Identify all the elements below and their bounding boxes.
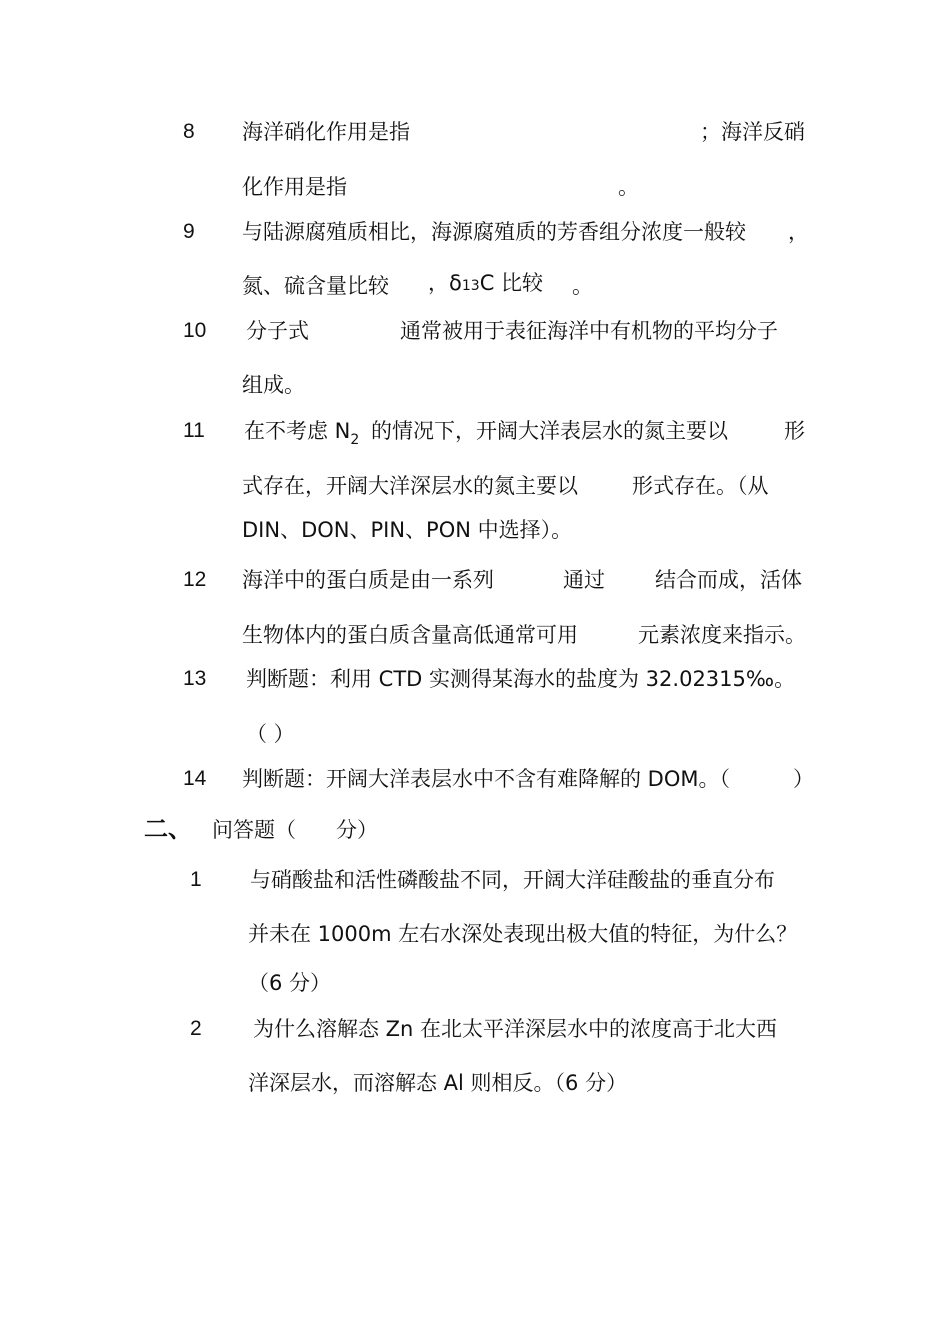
section-title: 问答题（: [212, 818, 296, 842]
question-text: 海洋硝化作用是指: [242, 120, 410, 144]
question-text: 式存在，开阔大洋深层水的氮主要以: [242, 474, 578, 498]
question-text: 通常被用于表征海洋中有机物的平均分子: [400, 319, 778, 343]
answer-bracket-close: ）: [793, 767, 814, 791]
isotope-number: 13: [461, 278, 480, 294]
question-text: ，: [788, 220, 809, 244]
question-text: 生物体内的蛋白质含量高低通常可用: [242, 623, 578, 647]
question-number: 11: [183, 419, 205, 442]
question-text: 组成。: [242, 373, 305, 397]
question-number: 13: [183, 667, 207, 690]
question-text: 。: [572, 274, 593, 298]
question-text: 。: [618, 175, 639, 199]
question-text: 为什么溶解态 Zn 在北太平洋深层水中的浓度高于北大西: [253, 1017, 778, 1041]
question-text: 与陆源腐殖质相比，海源腐殖质的芳香组分浓度一般较: [242, 220, 746, 244]
question-number: 8: [183, 120, 195, 143]
question-number: 9: [183, 220, 195, 243]
delta-symbol: ，δ: [428, 271, 462, 295]
question-text: 的情况下，开阔大洋表层水的氮主要以: [371, 419, 728, 443]
section-numeral: 二、: [144, 815, 192, 843]
question-number: 14: [183, 767, 207, 790]
question-number: 1: [190, 868, 202, 891]
question-number: 2: [190, 1017, 202, 1040]
question-text: 洋深层水，而溶解态 Al 则相反。（6 分）: [248, 1071, 628, 1095]
question-text: 判断题：开阔大洋表层水中不含有难降解的 DOM。（: [242, 767, 730, 791]
section-title-end: 分）: [336, 818, 378, 842]
question-points: （6 分）: [248, 971, 332, 995]
question-number: 10: [183, 319, 207, 342]
question-text: 判断题：利用 CTD 实测得某海水的盐度为 32.02315‰。: [246, 667, 796, 691]
delta-13c-label: [428, 268, 543, 301]
question-text: DIN、DON、PIN、PON 中选择）。: [242, 518, 573, 542]
question-text: 形式存在。（从: [632, 474, 769, 498]
answer-bracket: （ ）: [246, 722, 295, 746]
question-text: 并未在 1000m 左右水深处表现出极大值的特征，为什么？: [248, 922, 798, 946]
question-text-part: 在不考虑 N: [244, 419, 351, 443]
question-text: [244, 416, 359, 455]
question-text: 化作用是指: [242, 175, 347, 199]
question-text: 分子式: [246, 319, 309, 343]
subscript: 2: [350, 432, 360, 448]
question-text: 氮、硫含量比较: [242, 274, 389, 298]
question-text: 结合而成，活体: [655, 568, 802, 592]
question-text: 通过: [563, 568, 605, 592]
question-text: 海洋中的蛋白质是由一系列: [242, 568, 494, 592]
question-text: C 比较: [479, 271, 544, 295]
question-text: 元素浓度来指示。: [638, 623, 806, 647]
question-number: 12: [183, 568, 207, 591]
question-text: 与硝酸盐和活性磷酸盐不同，开阔大洋硅酸盐的垂直分布: [250, 868, 775, 892]
question-text: 形: [784, 419, 805, 443]
question-text: ；海洋反硝: [700, 120, 805, 144]
